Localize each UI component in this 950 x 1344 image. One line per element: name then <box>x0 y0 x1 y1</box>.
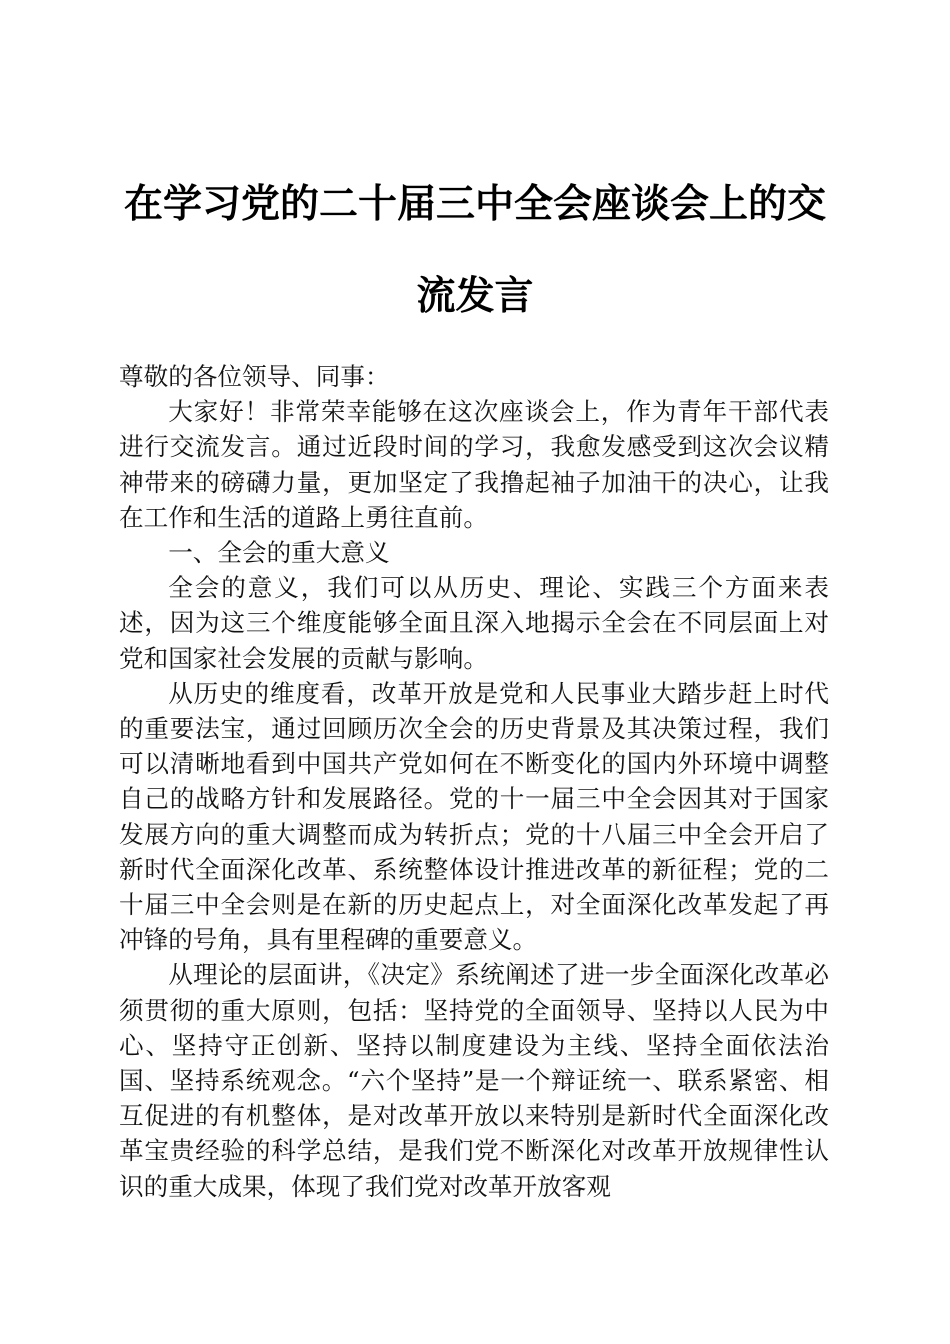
document-body <box>119 359 829 1204</box>
salutation: 尊敬的各位领导、同事： <box>119 362 390 391</box>
paragraph-theory: 从理论的层面讲，《决定》系统阐述了进一步全面深化改革必须贯彻的重大原则，包括：坚持党的全面领导、坚持以人民为中心、坚持守正创新、坚持以制度建设为主线、坚持全面依法治国、坚持系统观念。“六个坚持”是一个辩证统一、联系紧密、相互促进的有机整体，是对改革开放以来特别是新时代全面深化改革宝贵经验的科学总结，是我们党不断深化对改革开放规律性认识的重大成果，体现了我们党对改革开放客观 <box>119 960 829 1201</box>
section-heading: 一、全会的重大意义 <box>168 538 390 568</box>
document-title: 在学习党的二十届三中全会座谈会上的交流发言 <box>123 181 826 319</box>
paragraph-greeting: 大家好！非常荣幸能够在这次座谈会上，作为青年干部代表进行交流发言。通过近段时间的学习，我愈发感受到这次会议精神带来的磅礴力量，更加坚定了我撸起袖子加油干的决心，让我在工作和生活的道路上勇往直前。 <box>119 397 829 532</box>
paragraph-significance: 全会的意义，我们可以从历史、理论、实践三个方面来表述，因为这三个维度能够全面且深入地揭示全会在不同层面上对党和国家社会发展的贡献与影响。 <box>119 573 829 673</box>
paragraph-history: 从历史的维度看，改革开放是党和人民事业大踏步赶上时代的重要法宝，通过回顾历次全会的历史背景及其决策过程，我们可以清晰地看到中国共产党如何在不断变化的国内外环境中调整自己的战略方针和发展路径。党的十一届三中全会因其对于国家发展方向的重大调整而成为转折点；党的十八届三中全会开启了新时代全面深化改革、系统整体设计推进改革的新征程；党的二十届三中全会则是在新的历史起点上，对全面深化改革发起了再冲锋的号角，具有里程碑的重要意义。 <box>119 678 829 955</box>
